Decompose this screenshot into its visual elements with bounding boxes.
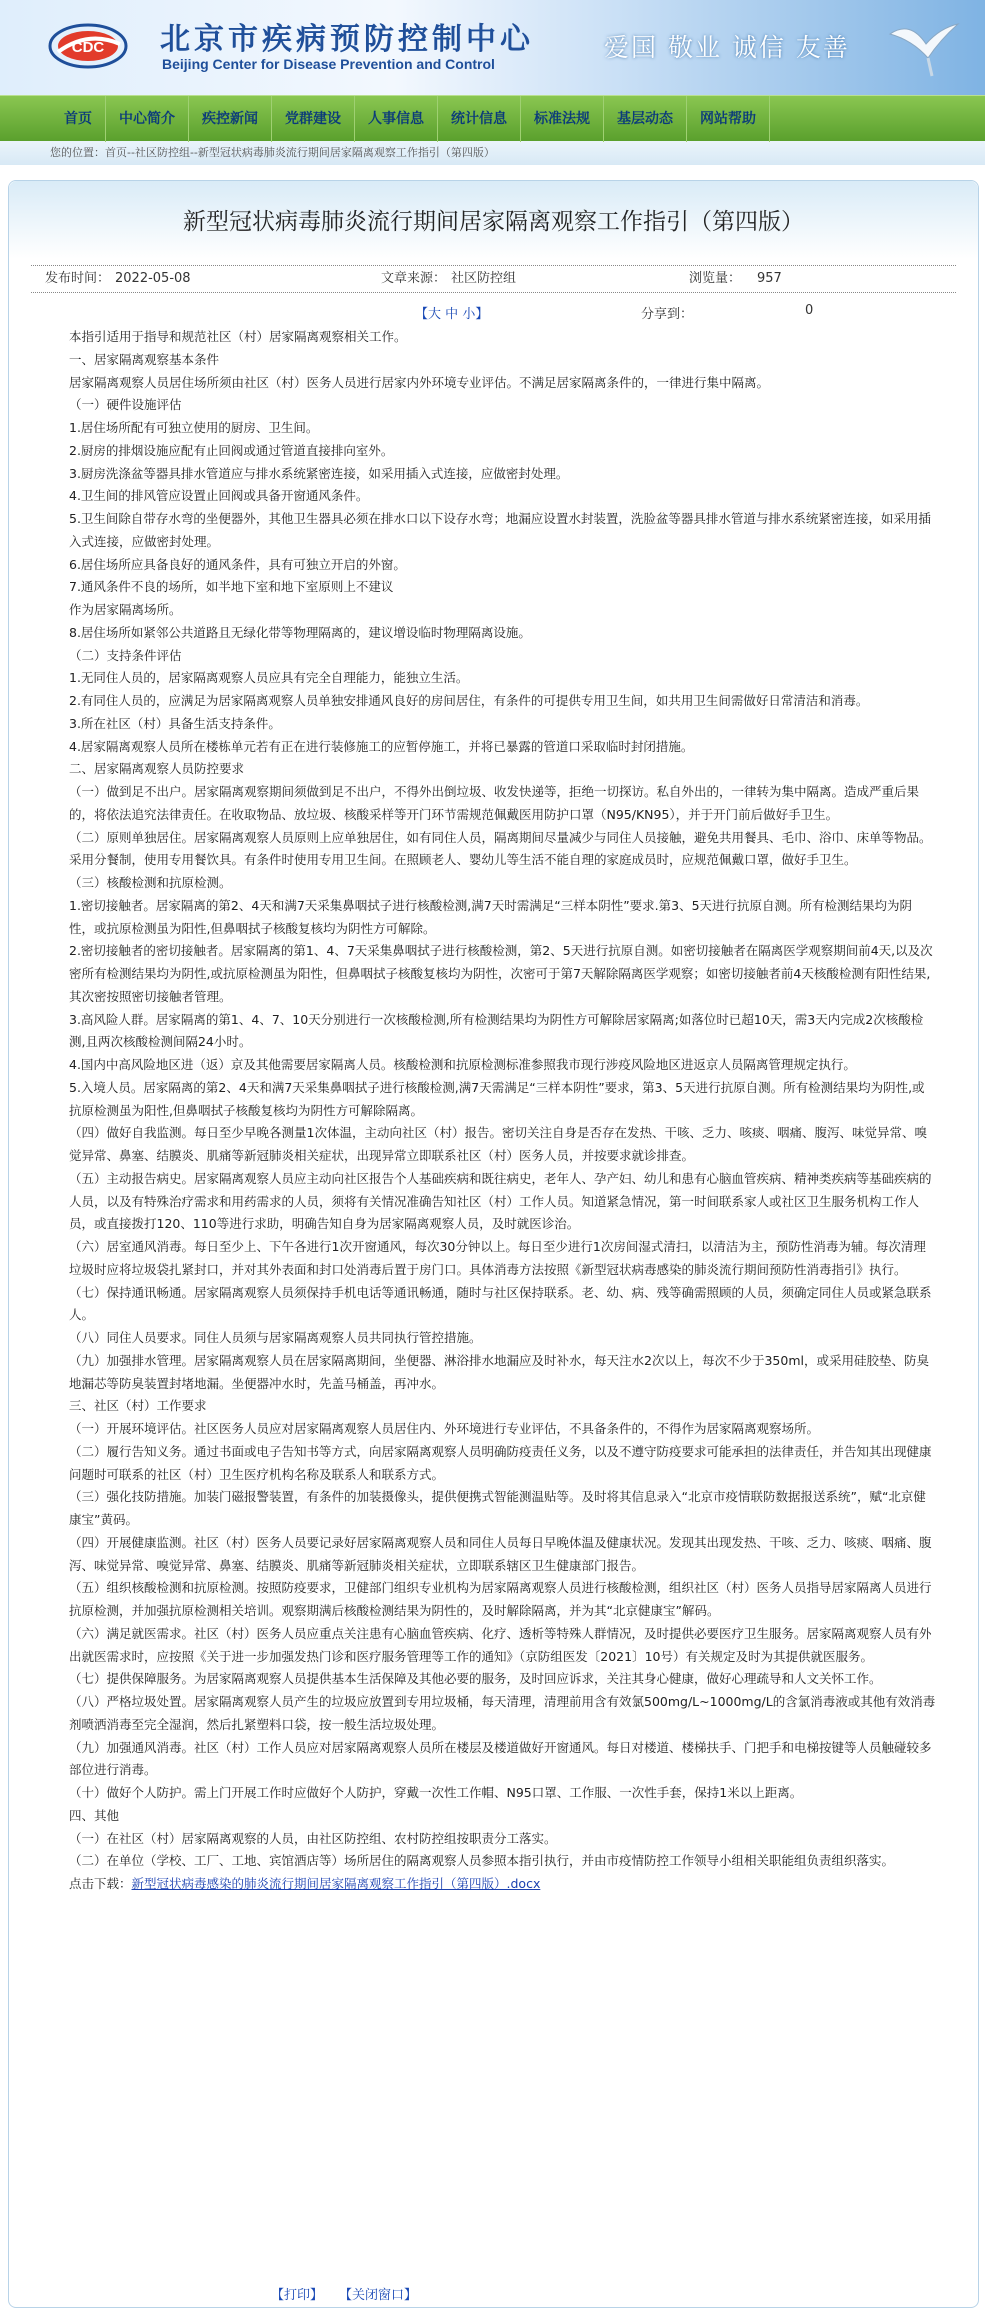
logo-text: CDC	[71, 39, 105, 56]
breadcrumb-home[interactable]: 首页	[105, 146, 127, 159]
article-panel	[8, 180, 979, 2308]
article-paragraph: （七）保持通讯畅通。居家隔离观察人员须保持手机电话等通讯畅通，随时与社区保持联系。老、幼、病、残等确需照顾的人员，须确定同住人员或紧急联系人。	[69, 1284, 932, 1323]
nav-about[interactable]: 中心简介	[106, 96, 189, 142]
article-paragraph: 一、居家隔离观察基本条件	[69, 351, 220, 367]
article-paragraph: 1.居住场所配有可独立使用的厨房、卫生间。	[69, 420, 319, 435]
publish-label: 发布时间：	[45, 271, 111, 286]
article-paragraph: （四）做好自我监测。每日至少早晚各测量1次体温，主动向社区（村）报告。密切关注自身是否存在发热、干咳、乏力、咳痰、咽痛、腹泻、味觉异常、嗅觉异常、鼻塞、结膜炎、肌痛等新冠肺炎相关症状，出现异常立即联系社区（村）医务人员，并按要求就诊排查。	[69, 1125, 927, 1163]
download-file-link[interactable]: 新型冠状病毒感染的肺炎流行期间居家隔离观察工作指引（第四版）.docx	[131, 1876, 541, 1891]
main-nav	[0, 95, 985, 141]
breadcrumb	[0, 141, 985, 165]
views-label: 浏览量：	[689, 271, 742, 286]
article-paragraph: （八）严格垃圾处置。居家隔离观察人员产生的垃圾应放置到专用垃圾桶，每天清理，清理前用含有效氯500mg/L~1000mg/L的含氯消毒液或其他有效消毒剂喷洒消毒至完全湿润，然后扎紧塑料口袋，按一般生活垃圾处理。	[69, 1694, 936, 1732]
nav-grassroots[interactable]: 基层动态	[604, 96, 687, 142]
nav-regulations[interactable]: 标准法规	[521, 96, 604, 142]
article-meta	[31, 265, 956, 293]
breadcrumb-section[interactable]: 社区防控组	[134, 146, 190, 159]
article-paragraph: 2.密切接触者的密切接触者。居家隔离的第1、4、7天采集鼻咽拭子进行核酸检测，第2、5天进行抗原自测。如密切接触者在隔离医学观察期间前4天,以及次密所有检测结果均为阴性,或抗原检测虽为阳性，但鼻咽拭子核酸复核均为阴性，次密可于第7天解除隔离医学观察；如密切接触者前4天核酸检测有阳性结果,其次密按照密切接触者管理。	[69, 943, 933, 1004]
article-paragraph: （二）在单位（学校、工厂、工地、宾馆酒店等）场所居住的隔离观察人员参照本指引执行，并由市疫情防控工作领导小组相关职能组负责组织落实。	[69, 1853, 895, 1869]
article-paragraph: 4.卫生间的排风管应设置止回阀或具备开窗通风条件。	[69, 488, 369, 504]
font-small-button[interactable]: 小	[462, 307, 476, 322]
article-paragraph: 8.居住场所如紧邻公共道路且无绿化带等物理隔离的，建议增设临时物理隔离设施。	[69, 624, 531, 640]
bracket: 】	[475, 307, 489, 322]
breadcrumb-sep: --	[127, 146, 135, 159]
article-paragraph: 本指引适用于指导和规范社区（村）居家隔离观察相关工作。	[69, 329, 407, 344]
article-paragraph: （三）强化技防措施。加装门磁报警装置，有条件的加装摄像头，提供便携式智能测温贴等。及时将其信息录入“北京市疫情联防数据报送系统”，赋“北京健康宝”黄码。	[69, 1489, 926, 1527]
article-tools	[9, 303, 978, 325]
article-paragraph: （九）加强通风消毒。社区（村）工作人员应对居家隔离观察人员所在楼层及楼道做好开窗通风。每日对楼道、楼梯扶手、门把手和电梯按键等人员触碰较多部位进行消毒。	[69, 1739, 932, 1778]
font-big-button[interactable]: 大	[428, 307, 442, 322]
article-paragraph: （一）开展环境评估。社区医务人员应对居家隔离观察人员居住内、外环境进行专业评估，不具备条件的，不得作为居家隔离观察场所。	[69, 1421, 820, 1436]
article-paragraph: 1.密切接触者。居家隔离的第2、4天和满7天采集鼻咽拭子进行核酸检测,满7天时需满足“三样本阴性”要求.第3、5天进行抗原自测。所有检测结果均为阴性，或抗原检测虽为阳性,但鼻咽拭子核酸复核均为阴性方可解除。	[69, 897, 913, 936]
article-paragraph: 三、社区（村）工作要求	[69, 1398, 207, 1414]
article-paragraph: 2.厨房的排烟设施应配有止回阀或通过管道直接排向室外。	[69, 442, 394, 458]
nav-help[interactable]: 网站帮助	[687, 96, 770, 142]
page-title: 新型冠状病毒肺炎流行期间居家隔离观察工作指引（第四版）	[183, 209, 804, 235]
publish-date: 2022-05-08	[115, 271, 191, 286]
article-footer	[9, 2284, 978, 2304]
article-paragraph: 7.通风条件不良的场所，如半地下室和地下室原则上不建议 作为居家隔离场所。	[69, 579, 394, 617]
download-label: 点击下载：	[69, 1876, 132, 1891]
font-mid-button[interactable]: 中	[445, 307, 459, 322]
source-value: 社区防控组	[451, 271, 517, 286]
font-size-control	[415, 303, 488, 322]
article-paragraph: （一）硬件设施评估	[69, 397, 182, 413]
article-paragraph: （五）主动报告病史。居家隔离观察人员应主动向社区报告个人基础疾病和既往病史，老年人、孕产妇、幼儿和患有心脑血管疾病、精神类疾病等基础疾病的人员，以及有特殊治疗需求和用药需求的人员，须将有关情况准确告知社区（村）工作人员。知道紧急情况，第一时间联系家人或社区卫生服务机构工作人员，或直接拨打120、110等进行求助，明确告知自身为居家隔离观察人员，及时就医诊治。	[69, 1170, 932, 1232]
article-paragraph: 二、居家隔离观察人员防控要求	[69, 761, 245, 777]
article-paragraph: 6.居住场所应具备良好的通风条件，具有可独立开启的外窗。	[69, 556, 406, 572]
article-paragraph: （五）组织核酸检测和抗原检测。按照防疫要求，卫健部门组织专业机构为居家隔离观察人员进行核酸检测，组织社区（村）医务人员指导居家隔离人员进行抗原检测，并加强抗原检测相关培训。观察期满后核酸检测结果为阴性的，及时解除隔离，并为其“北京健康宝”解码。	[69, 1580, 932, 1618]
article-paragraph: （四）开展健康监测。社区（村）医务人员要记录好居家隔离观察人员和同住人员每日早晚体温及健康状况。发现其出现发热、干咳、乏力、咳痰、咽痛、腹泻、味觉异常、嗅觉异常、鼻塞、结膜炎、肌痛等新冠肺炎相关症状，立即联系辖区卫生健康部门报告。	[69, 1534, 932, 1573]
breadcrumb-current: 新型冠状病毒肺炎流行期间居家隔离观察工作指引（第四版）	[197, 146, 495, 159]
nav-news[interactable]: 疾控新闻	[189, 96, 272, 142]
article-paragraph: 四、其他	[69, 1807, 120, 1823]
article-paragraph: （九）加强排水管理。居家隔离观察人员在居家隔离期间，坐便器、淋浴排水地漏应及时补水，每天注水2次以上，每次不少于350ml，或采用硅胶垫、防臭地漏芯等防臭装置封堵地漏。坐便器冲水时，先盖马桶盖，再冲水。	[69, 1352, 929, 1391]
share-count[interactable]: 0	[805, 303, 814, 318]
slogan: 爱国 敬业 诚信 友善	[604, 33, 850, 62]
article-paragraph: 2.有同住人员的，应满足为居家隔离观察人员单独安排通风良好的房间居住，有条件的可提供专用卫生间，如共用卫生间需做好日常清洁和消毒。	[69, 693, 869, 708]
article-paragraph: （一）在社区（村）居家隔离观察的人员，由社区防控组、农村防控组按职责分工落实。	[69, 1830, 557, 1846]
article-body	[69, 326, 937, 1896]
article-paragraph: （三）核酸检测和抗原检测。	[69, 875, 232, 890]
cdc-logo-icon	[48, 22, 128, 70]
org-name-en: Beijing Center for Disease Prevention and Control	[162, 56, 495, 72]
article-paragraph: （六）居室通风消毒。每日至少上、下午各进行1次开窗通风，每次30分钟以上。每日至少进行1次房间湿式清扫，以清洁为主，预防性消毒为辅。每次清理垃圾时应将垃圾袋扎紧封口，并对其外表面和封口处消毒后置于房门口。具体消毒方法按照《新型冠状病毒感染的肺炎流行期间预防性消毒指引》执行。	[69, 1239, 926, 1277]
download-row	[69, 1873, 937, 1896]
article-paragraph: 3.所在社区（村）具备生活支持条件。	[69, 715, 281, 731]
article-paragraph: （六）满足就医需求。社区（村）医务人员应重点关注患有心脑血管疾病、化疗、透析等特殊人群情况，及时提供必要医疗卫生服务。居家隔离观察人员有外出就医需求时，应按照《关于进一步加强发热门诊和医疗服务管理等工作的通知》（京防组医发〔2021〕10号）有关规定及时为其提供就医服务。	[69, 1625, 932, 1664]
article-paragraph: 4.居家隔离观察人员所在楼栋单元若有正在进行装修施工的应暂停施工，并将已暴露的管道口采取临时封闭措施。	[69, 738, 694, 754]
article-paragraph: （二）原则单独居住。居家隔离观察人员原则上应单独居住，如有同住人员，隔离期间尽量减少与同住人员接触，避免共用餐具、毛巾、浴巾、床单等物品。采用分餐制，使用专用餐饮具。有条件时使用专用卫生间。在照顾老人、婴幼儿等生活不能自理的家庭成员时，应规范佩戴口罩，做好手卫生。	[69, 829, 932, 868]
article-paragraph: （一）做到足不出户。居家隔离观察期间须做到足不出户，不得外出倒垃圾、收发快递等，拒绝一切探访。私自外出的，一律转为集中隔离。造成严重后果的，将依法追究法律责任。在收取物品、放垃圾、核酸采样等开门环节需规范佩戴医用防护口罩（N95/KN95），并于开门前后做好手卫生。	[69, 784, 920, 822]
nav-party[interactable]: 党群建设	[272, 96, 355, 142]
article-paragraph: （二）履行告知义务。通过书面或电子告知书等方式，向居家隔离观察人员明确防疫责任义务，以及不遵守防疫要求可能承担的法律责任，并告知其出现健康问题时可联系的社区（村）卫生医疗机构名称及联系人和联系方式。	[69, 1443, 932, 1482]
article-paragraph: 3.高风险人群。居家隔离的第1、4、7、10天分别进行一次核酸检测,所有检测结果均为阴性方可解除居家隔离;如落位时已超10天，需3天内完成2次核酸检测,且两次核酸检测间隔24小时。	[69, 1011, 924, 1050]
article-paragraph: （八）同住人员要求。同住人员须与居家隔离观察人员共同执行管控措施。	[69, 1330, 482, 1345]
article-paragraph: 5.入境人员。居家隔离的第2、4天和满7天采集鼻咽拭子进行核酸检测,满7天需满足“三样本阴性”要求，第3、5天进行抗原自测。所有检测结果均为阴性,或抗原检测虽为阳性,但鼻咽拭子核酸复核均为阴性方可解除隔离。	[69, 1079, 925, 1118]
article-paragraph: 4.国内中高风险地区进（返）京及其他需要居家隔离人员。核酸检测和抗原检测标准参照我市现行涉疫风险地区进返京人员隔离管理规定执行。	[69, 1057, 856, 1072]
share-label: 分享到：	[641, 307, 694, 322]
close-window-link[interactable]: 【关闭窗口】	[339, 2288, 418, 2303]
views-count: 957	[757, 271, 782, 286]
article-paragraph: （十）做好个人防护。需上门开展工作时应做好个人防护，穿戴一次性工作帽、N95口罩、工作服、一次性手套，保持1米以上距离。	[69, 1785, 803, 1800]
bracket: 【	[415, 307, 429, 322]
print-link[interactable]: 【打印】	[271, 2288, 324, 2303]
breadcrumb-sep: --	[189, 146, 198, 159]
org-name-cn: 北京市疾病预防控制中心	[160, 22, 534, 57]
nav-hr[interactable]: 人事信息	[355, 96, 438, 142]
source-label: 文章来源：	[381, 271, 447, 286]
article-paragraph: 居家隔离观察人员居住场所须由社区（村）医务人员进行居家内外环境专业评估。不满足居家隔离条件的，一律进行集中隔离。	[69, 374, 770, 390]
breadcrumb-prefix: 您的位置：	[50, 146, 105, 159]
article-paragraph: 5.卫生间除自带存水弯的坐便器外，其他卫生器具必须在排水口以下设存水弯；地漏应设置水封装置，洗脸盆等器具排水管道与排水系统紧密连接，如采用插入式连接，应做密封处理。	[69, 511, 931, 549]
site-header	[0, 0, 985, 95]
article-paragraph: （七）提供保障服务。为居家隔离观察人员提供基本生活保障及其他必要的服务，及时回应诉求，关注其身心健康，做好心理疏导和人文关怀工作。	[69, 1671, 882, 1687]
seagull-icon	[882, 14, 962, 84]
article-paragraph: （二）支持条件评估	[69, 647, 182, 663]
article-paragraph: 3.厨房洗涤盆等器具排水管道应与排水系统紧密连接，如采用插入式连接，应做密封处理。	[69, 465, 569, 481]
nav-home[interactable]: 首页	[50, 96, 106, 142]
article-paragraph: 1.无同住人员的，居家隔离观察人员应具有完全自理能力，能独立生活。	[69, 670, 469, 686]
nav-stats[interactable]: 统计信息	[438, 96, 521, 142]
